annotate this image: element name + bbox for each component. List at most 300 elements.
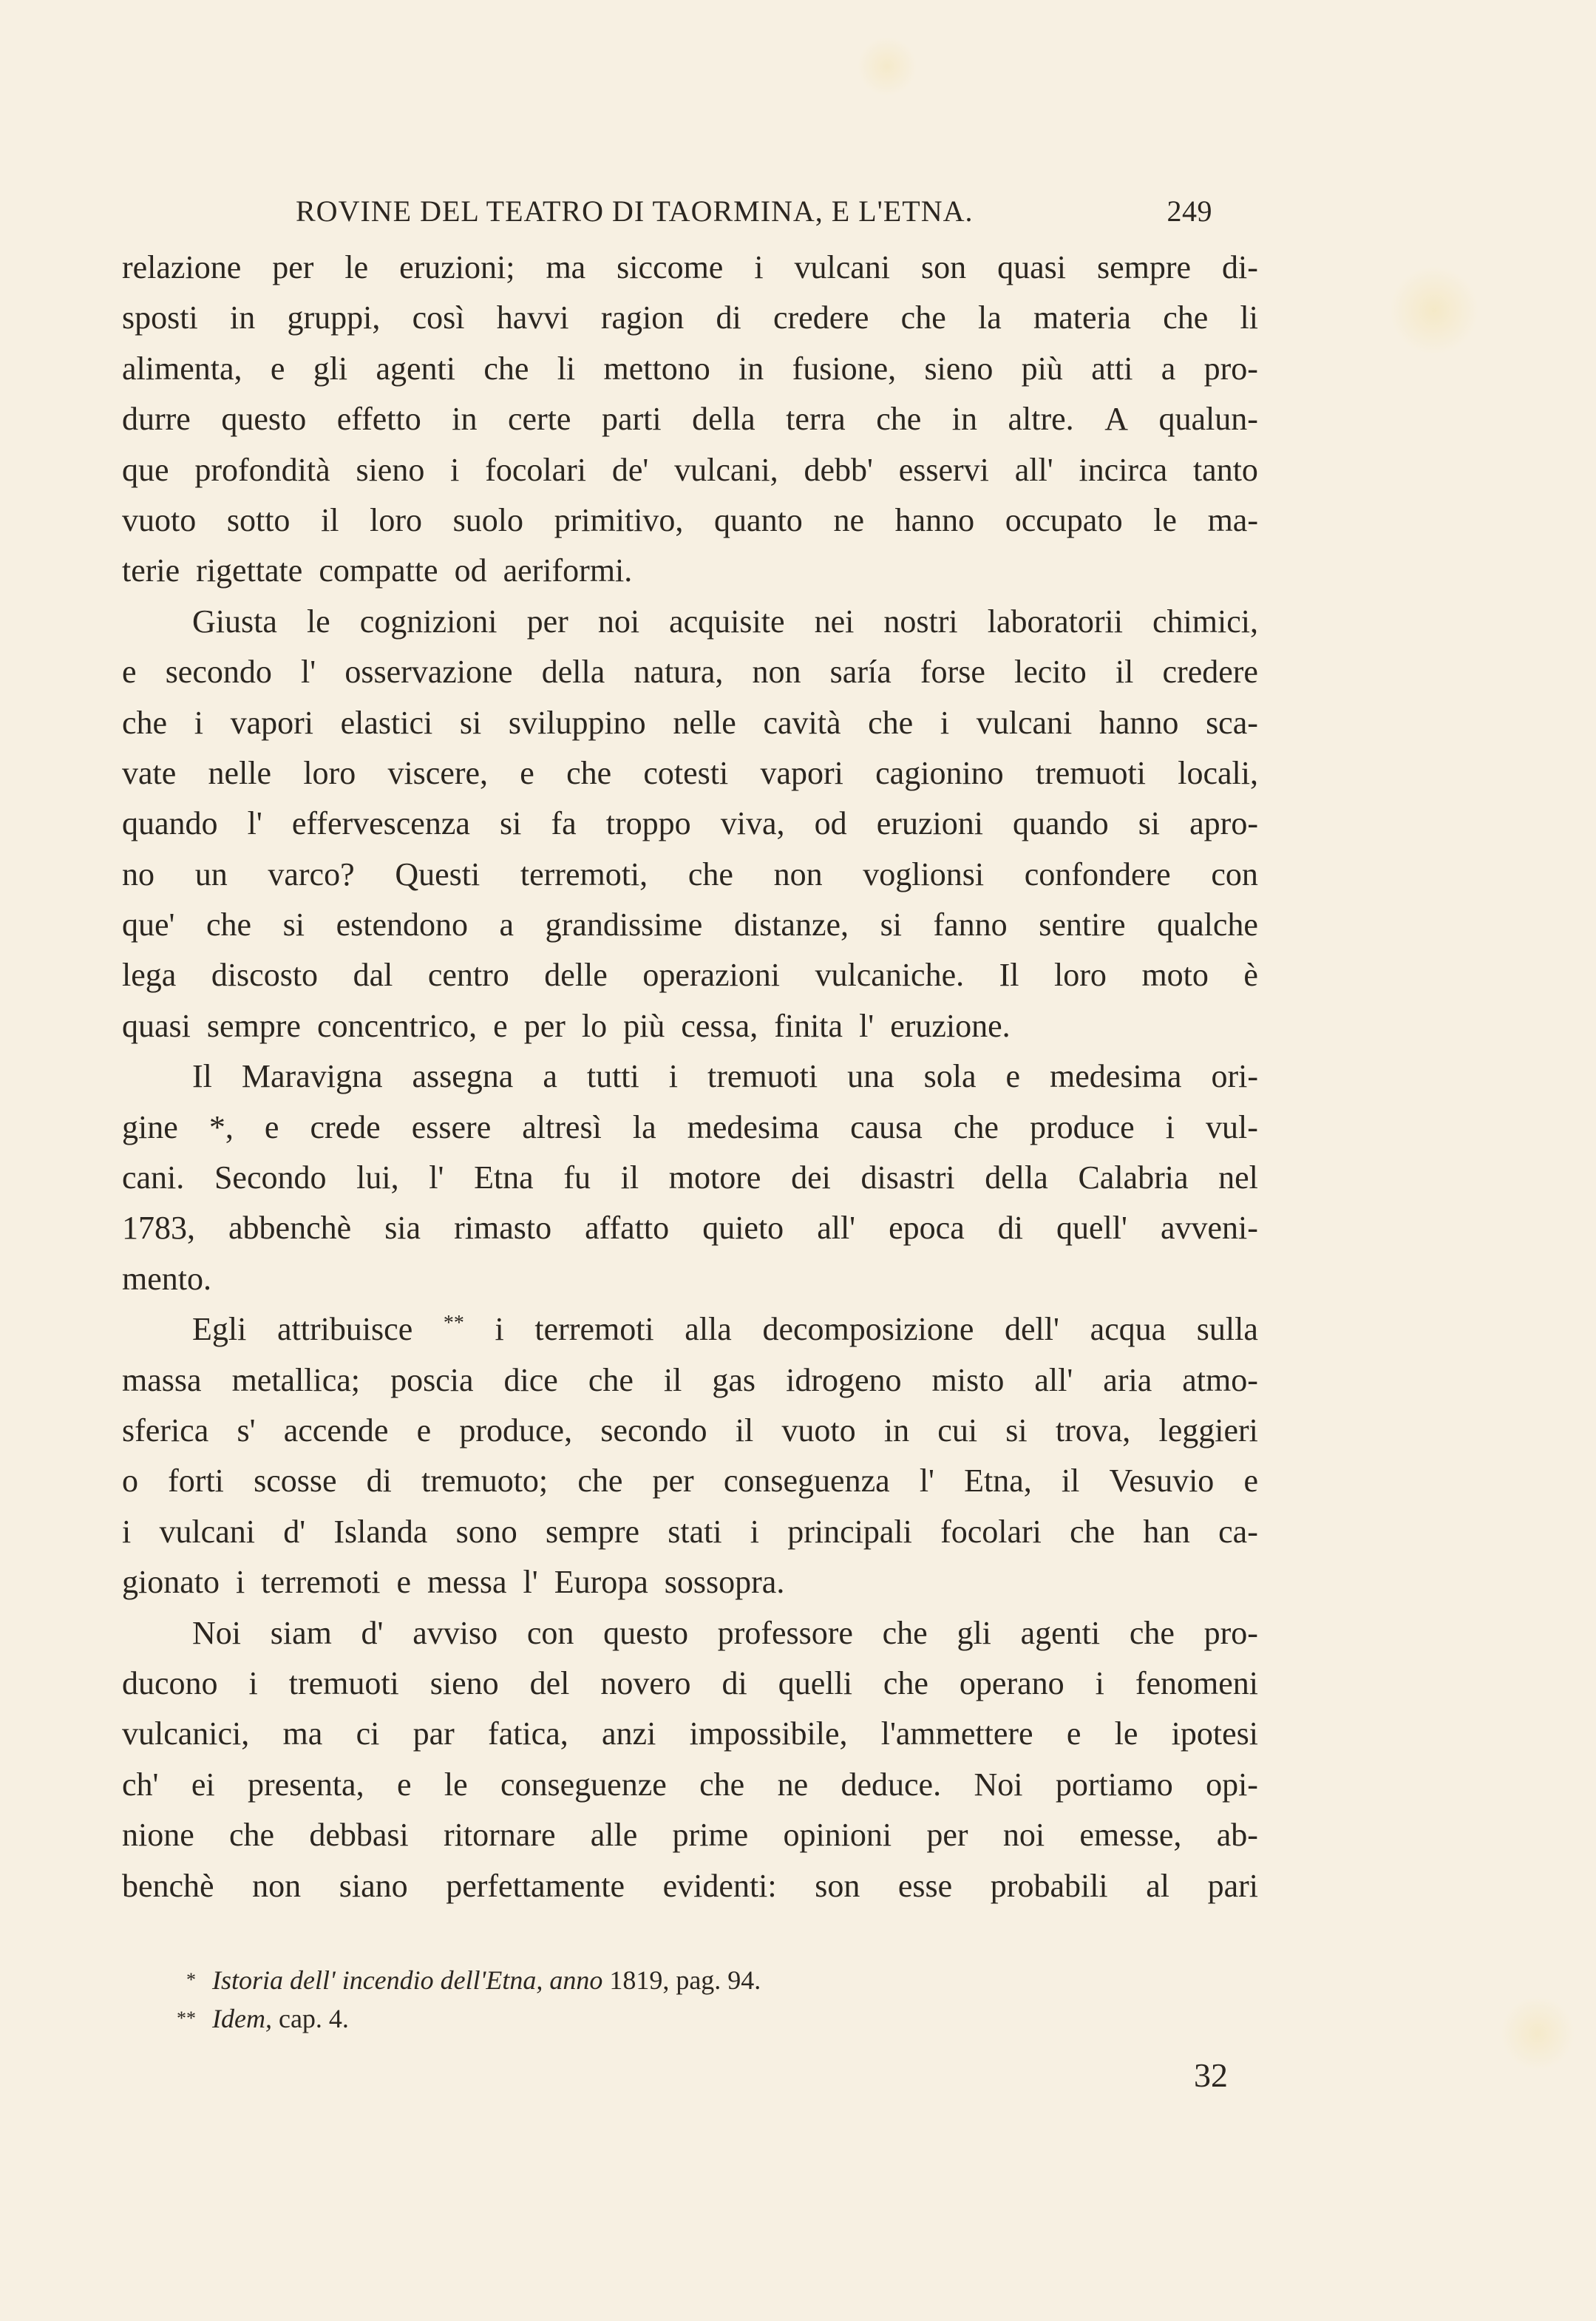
word: eruzioni;: [399, 249, 515, 285]
word: e: [264, 1108, 279, 1145]
word: incirca: [1079, 451, 1168, 488]
word: le: [1153, 501, 1177, 538]
word: una: [847, 1058, 894, 1095]
word: scosse: [254, 1463, 337, 1500]
word: certe: [508, 401, 571, 438]
word: si: [1138, 805, 1161, 842]
word: altresì: [522, 1108, 602, 1145]
word: troppo: [605, 805, 691, 842]
word: noi: [597, 603, 640, 640]
word: cui: [937, 1412, 978, 1448]
body-text: [122, 243, 1258, 1911]
word: l': [429, 1159, 444, 1196]
text-line: [122, 1153, 1258, 1203]
word: i: [750, 1513, 760, 1550]
word: vapori: [230, 704, 313, 741]
word: decomposizione: [762, 1311, 974, 1348]
text-line: [122, 850, 1258, 900]
word: par: [412, 1715, 455, 1752]
word: no: [122, 855, 154, 892]
word: probabili: [990, 1867, 1108, 1904]
word: all': [1034, 1361, 1073, 1398]
running-title: ROVINE DEL TEATRO DI TAORMINA, E L'ETNA.: [296, 194, 974, 228]
word: abbenchè: [228, 1210, 352, 1247]
word: alimenta,: [122, 350, 242, 387]
word: conseguenza: [723, 1463, 890, 1500]
word: focolari: [485, 451, 587, 488]
word: non: [252, 1867, 302, 1904]
word: Questi: [395, 855, 481, 892]
word: quelli: [778, 1664, 852, 1701]
text-line: [122, 950, 1258, 1000]
word: o: [122, 1463, 138, 1500]
word: focolari: [940, 1513, 1042, 1550]
word: i: [1165, 1108, 1175, 1145]
word: gli: [313, 350, 348, 387]
word: apro-: [1189, 805, 1258, 842]
word: che: [229, 1817, 275, 1854]
word: operano: [959, 1664, 1064, 1701]
word: mento.: [122, 1260, 211, 1297]
word: al: [1146, 1867, 1169, 1904]
word: che: [206, 907, 252, 943]
word: laboratorii: [987, 603, 1123, 640]
word: dal: [353, 957, 393, 994]
word: sentire: [1039, 907, 1126, 943]
word: le: [306, 603, 330, 640]
word: fa: [551, 805, 577, 842]
text-line: [122, 748, 1258, 799]
word: forti: [168, 1463, 224, 1500]
word: dei: [791, 1159, 831, 1196]
word: effervescenza: [291, 805, 470, 842]
word: cotesti: [643, 754, 729, 791]
word: opi-: [1206, 1766, 1258, 1803]
word: siccome: [617, 249, 724, 285]
word: l': [859, 1007, 875, 1044]
word: i: [450, 451, 460, 488]
word: quasi: [997, 249, 1066, 285]
word: e: [416, 1412, 432, 1448]
text-line: [122, 1355, 1258, 1406]
word: vate: [122, 754, 177, 791]
word: natura,: [634, 654, 724, 691]
word: noi: [1002, 1817, 1045, 1854]
word: pro-: [1203, 1614, 1258, 1651]
word: così: [412, 299, 465, 336]
word: che: [566, 754, 612, 791]
word: forse: [920, 654, 985, 691]
text-line: [122, 1254, 1258, 1304]
word: Il: [192, 1058, 212, 1095]
word: finita: [774, 1007, 843, 1044]
word: portiamo: [1055, 1766, 1173, 1803]
word: sposti: [122, 299, 198, 336]
word: in: [452, 401, 478, 438]
word: questo: [221, 401, 307, 438]
text-line: [122, 1102, 1258, 1153]
word: d': [283, 1513, 306, 1550]
word: novero: [600, 1664, 691, 1701]
word: conseguenze: [500, 1766, 667, 1803]
text-line: [122, 1001, 1258, 1051]
word: gine: [122, 1108, 178, 1145]
text-line: [122, 546, 1258, 596]
word: di: [366, 1463, 392, 1500]
word: quando: [1013, 805, 1109, 842]
word: aeriformi.: [503, 552, 633, 589]
footnote: [166, 1999, 1127, 2038]
word: evidenti:: [662, 1867, 777, 1904]
word: e: [520, 754, 534, 791]
text-line: [122, 698, 1258, 748]
word: chimici,: [1152, 603, 1258, 640]
word: misto: [931, 1361, 1005, 1398]
word: nione: [122, 1817, 194, 1854]
word: cagionino: [875, 754, 1004, 791]
word: locali,: [1178, 754, 1258, 791]
word: in: [229, 299, 256, 336]
word: Vesuvio: [1109, 1463, 1215, 1500]
word: sola: [923, 1058, 977, 1095]
word: principali: [787, 1513, 912, 1550]
word: e: [396, 1564, 412, 1601]
word: durre: [122, 401, 191, 438]
word: ci: [356, 1715, 380, 1752]
text-line: [122, 900, 1258, 950]
word: cognizioni: [359, 603, 498, 640]
word: a: [543, 1058, 557, 1095]
word: Islanda: [333, 1513, 428, 1550]
word: sulla: [1196, 1311, 1258, 1348]
word: materia: [1033, 299, 1131, 336]
word: ma: [546, 249, 586, 285]
word: e: [1066, 1715, 1081, 1752]
word: ma: [282, 1715, 323, 1752]
word: che: [699, 1766, 745, 1803]
text-line: [122, 1507, 1258, 1557]
word: primitivo,: [554, 501, 684, 538]
text-line: [122, 1203, 1258, 1253]
word: secondo: [600, 1412, 707, 1448]
text-line: [122, 647, 1258, 697]
word: vulcani: [794, 249, 891, 285]
word: massa: [122, 1361, 202, 1398]
word: alle: [590, 1817, 638, 1854]
word: le: [1114, 1715, 1138, 1752]
word: questo: [603, 1614, 688, 1651]
word: produce: [1029, 1108, 1135, 1145]
word: si: [880, 907, 902, 943]
word: esse: [897, 1867, 953, 1904]
word: sempre: [206, 1007, 301, 1044]
word: s': [237, 1412, 256, 1448]
word: ch': [122, 1766, 159, 1803]
word: della: [985, 1159, 1048, 1196]
word: di: [721, 1664, 747, 1701]
word: lecito: [1014, 654, 1087, 691]
word: sviluppino: [508, 704, 646, 741]
word: ori-: [1211, 1058, 1258, 1095]
word: altre.: [1008, 401, 1074, 438]
word: operazioni: [642, 957, 781, 994]
word: debb': [804, 451, 873, 488]
word: poscia: [390, 1361, 474, 1398]
word: dell': [1005, 1311, 1059, 1348]
word: discosto: [211, 957, 319, 994]
word: loro: [303, 754, 356, 791]
word: loro: [1054, 957, 1107, 994]
word: suolo: [452, 501, 524, 538]
word: ipotesi: [1171, 1715, 1258, 1752]
word: Noi: [974, 1766, 1023, 1803]
word: ragion: [600, 299, 685, 336]
footnote-detail: 1819, pag. 94.: [609, 1965, 761, 1995]
word: ritornare: [444, 1817, 556, 1854]
word: disastri: [860, 1159, 955, 1196]
word: 1783,: [122, 1210, 195, 1247]
word: hanno: [1098, 704, 1179, 741]
word: si: [282, 907, 305, 943]
word: nelle: [208, 754, 272, 791]
text-line: [122, 1456, 1258, 1506]
footnote-detail: cap. 4.: [278, 2004, 349, 2033]
word: quando: [122, 805, 218, 842]
word: delle: [544, 957, 608, 994]
text-line: [122, 597, 1258, 647]
word: fu: [563, 1159, 591, 1196]
word: prime: [672, 1817, 749, 1854]
word: vulcaniche.: [815, 957, 965, 994]
word: ne: [777, 1766, 809, 1803]
word: terremoti: [261, 1564, 381, 1601]
word: hanno: [894, 501, 975, 538]
footnote-source: Idem,: [212, 2004, 272, 2033]
word: parti: [601, 401, 662, 438]
word: sono: [455, 1513, 517, 1550]
word: Egli: [192, 1311, 247, 1348]
word: sia: [384, 1210, 421, 1247]
word: quasi: [122, 1007, 191, 1044]
word: produce,: [459, 1412, 573, 1448]
word: confondere: [1024, 855, 1171, 892]
word: che: [577, 1463, 623, 1500]
word: accende: [283, 1412, 389, 1448]
word: fanno: [933, 907, 1008, 943]
word: trova,: [1055, 1412, 1131, 1448]
word: professore: [717, 1614, 853, 1651]
word: i: [194, 704, 203, 741]
word: acquisite: [669, 603, 785, 640]
word: sieno: [356, 451, 425, 488]
word: terie: [122, 552, 180, 589]
word: relazione: [122, 249, 242, 285]
word: fenomeni: [1135, 1664, 1258, 1701]
text-line: [122, 1709, 1258, 1759]
word: terra: [786, 401, 846, 438]
word: atmo-: [1182, 1361, 1258, 1398]
word: elastici: [340, 704, 433, 741]
word: avveni-: [1160, 1210, 1258, 1247]
word: i: [668, 1058, 678, 1095]
word: che: [1163, 299, 1209, 336]
word: voglionsi: [863, 855, 985, 892]
word: Noi: [192, 1614, 241, 1651]
word: atti: [1091, 350, 1133, 387]
word: lo: [581, 1007, 608, 1044]
text-line: [122, 1810, 1258, 1860]
footnote-mark: *: [186, 1969, 196, 1990]
word: affatto: [585, 1210, 670, 1247]
word: quanto: [714, 501, 803, 538]
word: leggieri: [1158, 1412, 1258, 1448]
word: l': [919, 1463, 934, 1500]
word: saría: [829, 654, 892, 691]
word: Etna: [474, 1159, 534, 1196]
word: assegna: [412, 1058, 514, 1095]
word: sieno: [924, 350, 994, 387]
word: con: [1211, 855, 1258, 892]
word: si: [459, 704, 482, 741]
word: d': [361, 1614, 384, 1651]
word: moto: [1141, 957, 1209, 994]
word: i: [940, 704, 950, 741]
word: Etna,: [964, 1463, 1032, 1500]
footnote: [166, 1961, 1127, 1999]
word: mettono: [603, 350, 710, 387]
word: il: [1061, 1463, 1080, 1500]
word: dice: [503, 1361, 558, 1398]
word: rigettate: [196, 552, 303, 589]
word: i: [754, 249, 764, 285]
word: a: [1161, 350, 1176, 387]
word: deduce.: [841, 1766, 942, 1803]
word: all': [1014, 451, 1053, 488]
word: ducono: [122, 1664, 218, 1701]
word: e: [396, 1766, 412, 1803]
word: le: [444, 1766, 468, 1803]
running-header: [296, 194, 1212, 228]
word: che: [687, 855, 733, 892]
word: ne: [833, 501, 864, 538]
word: varco?: [268, 855, 355, 892]
word: attribuisce: [276, 1311, 413, 1348]
word: **: [443, 1312, 464, 1335]
word: sca-: [1206, 704, 1258, 741]
word: sossopra.: [664, 1564, 785, 1601]
word: un: [194, 855, 228, 892]
word: han: [1143, 1513, 1190, 1550]
word: l': [301, 654, 316, 691]
word: credere: [772, 299, 869, 336]
word: vulcani,: [674, 451, 778, 488]
word: che: [588, 1361, 634, 1398]
word: opinioni: [783, 1817, 892, 1854]
word: il: [1115, 654, 1134, 691]
text-line: [122, 243, 1258, 293]
word: nei: [814, 603, 855, 640]
word: vulcani: [976, 704, 1073, 741]
word: Secondo: [214, 1159, 327, 1196]
word: e: [122, 654, 137, 691]
word: nelle: [673, 704, 736, 741]
word: in: [951, 401, 978, 438]
word: Giusta: [192, 603, 277, 640]
word: gas: [712, 1361, 756, 1398]
word: alla: [685, 1311, 732, 1348]
word: terremoti,: [520, 855, 648, 892]
word: impossibile,: [689, 1715, 848, 1752]
word: sotto: [226, 501, 291, 538]
word: esservi: [898, 451, 989, 488]
word: nostri: [883, 603, 958, 640]
signature-mark: 32: [1194, 2056, 1228, 2094]
word: messa: [427, 1564, 507, 1601]
text-line: [122, 1557, 1258, 1607]
word: che: [1129, 1614, 1175, 1651]
word: gruppi,: [287, 299, 381, 336]
word: si: [500, 805, 522, 842]
word: viscere,: [387, 754, 489, 791]
word: sferica: [122, 1412, 209, 1448]
word: e: [1243, 1463, 1258, 1500]
word: ma-: [1207, 501, 1258, 538]
word: li: [1240, 299, 1258, 336]
word: secondo: [165, 654, 272, 691]
word: per: [926, 1817, 968, 1854]
text-line: [122, 1304, 1258, 1355]
word: siam: [270, 1614, 332, 1651]
word: eruzione.: [890, 1007, 1011, 1044]
word: pari: [1207, 1867, 1258, 1904]
word: Maravigna: [241, 1058, 383, 1095]
word: A: [1104, 401, 1128, 438]
word: rimasto: [454, 1210, 552, 1247]
word: che: [876, 401, 922, 438]
word: vul-: [1206, 1108, 1258, 1145]
page-number: 249: [1167, 194, 1212, 228]
word: e: [1005, 1058, 1021, 1095]
word: credere: [1162, 654, 1258, 691]
word: in: [883, 1412, 910, 1448]
word: osservazione: [344, 654, 513, 691]
footnote-source: Istoria dell' incendio dell'Etna, anno: [212, 1965, 603, 1995]
word: che: [882, 1614, 928, 1651]
word: e: [270, 350, 285, 387]
word: Il: [999, 957, 1019, 994]
word: acqua: [1090, 1311, 1167, 1348]
word: presenta,: [247, 1766, 364, 1803]
word: essere: [411, 1108, 492, 1145]
word: a: [499, 907, 515, 943]
word: i: [122, 1513, 132, 1550]
word: per: [272, 249, 314, 285]
word: che: [483, 350, 529, 387]
word: causa: [850, 1108, 923, 1145]
word: grandissime: [545, 907, 703, 943]
word: i: [1095, 1664, 1104, 1701]
word: profondità: [194, 451, 330, 488]
word: centro: [427, 957, 509, 994]
word: gli: [957, 1614, 991, 1651]
word: tremuoto;: [421, 1463, 549, 1500]
word: più: [1021, 350, 1063, 387]
text-line: [122, 1658, 1258, 1709]
word: non: [752, 654, 801, 691]
word: i: [495, 1311, 504, 1348]
word: le: [344, 249, 369, 285]
word: per: [523, 1007, 566, 1044]
